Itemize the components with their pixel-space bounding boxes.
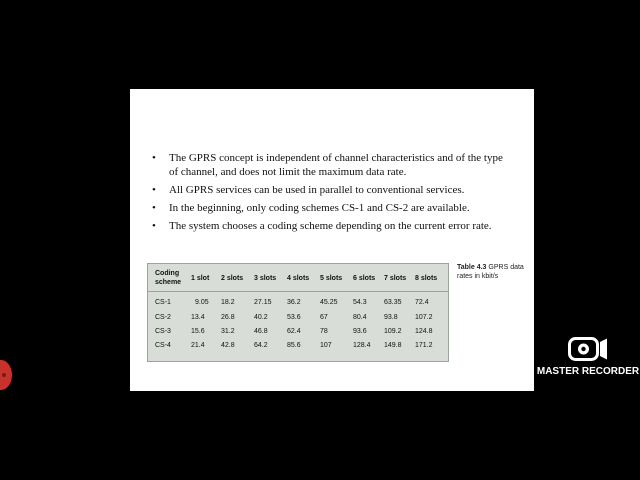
table-cell: 128.4 (353, 342, 371, 349)
table-cell: 171.2 (415, 342, 433, 349)
table-cell: 46.8 (254, 328, 268, 335)
row-label: CS-2 (155, 314, 171, 321)
table-cell: 85.6 (287, 342, 301, 349)
caption-text: GPRS data rates in kbit/s (457, 264, 524, 280)
bullet-text: All GPRS services can be used in parallel to conventional services. (169, 184, 465, 196)
table-cell: 42.8 (221, 342, 235, 349)
table-cell: 31.2 (221, 328, 235, 335)
table-cell: 36.2 (287, 299, 301, 306)
table-cell: 109.2 (384, 328, 402, 335)
table-cell: 63.35 (384, 299, 402, 306)
table-cell: 107 (320, 342, 332, 349)
table-caption (457, 263, 534, 281)
column-header: 8 slots (415, 275, 438, 282)
table-cell: 13.4 (191, 314, 205, 321)
table-cell: 124.8 (415, 328, 433, 335)
table-cell: 93.6 (353, 328, 367, 335)
column-header: 6 slots (353, 275, 376, 282)
column-header: 3 slots (254, 275, 277, 282)
bullet-item (152, 151, 512, 179)
table-cell: 53.6 (287, 314, 301, 321)
row-label: CS-4 (155, 342, 171, 349)
slide (130, 89, 534, 391)
bullet-dot: • (152, 152, 156, 164)
column-header: 7 slots (384, 275, 407, 282)
table-cell: 67 (320, 314, 328, 321)
row-label: CS-1 (155, 299, 171, 306)
table-cell: 78 (320, 328, 328, 335)
table-cell: 80.4 (353, 314, 367, 321)
table-cell: 62.4 (287, 328, 301, 335)
recorder-label: MASTER RECORDER (536, 366, 640, 377)
table-cell: 93.8 (384, 314, 398, 321)
master-recorder-watermark (536, 334, 640, 384)
table-cell: 54.3 (353, 299, 367, 306)
column-header: 4 slots (287, 275, 310, 282)
bullet-item (152, 201, 512, 215)
bullet-item (152, 183, 512, 197)
table-cell: 45.25 (320, 299, 338, 306)
camera-record-icon (568, 336, 608, 362)
column-header: 1 slot (191, 275, 210, 282)
column-header-coding-scheme: Coding scheme (155, 270, 182, 286)
bullet-text: The GPRS concept is independent of channel characteristics and of the type of channel, and does not limit the maximum data rate. (169, 152, 503, 178)
table-cell: 26.8 (221, 314, 235, 321)
table-cell: 18.2 (221, 299, 235, 306)
bullet-dot: • (152, 220, 156, 232)
table-cell: 149.8 (384, 342, 402, 349)
column-header: 5 slots (320, 275, 343, 282)
table-cell: 107.2 (415, 314, 433, 321)
bullet-text: In the beginning, only coding schemes CS-1 and CS-2 are available. (169, 202, 470, 214)
table-cell: 40.2 (254, 314, 268, 321)
bullet-dot: • (152, 202, 156, 214)
table-cell: 64.2 (254, 342, 268, 349)
column-header: 2 slots (221, 275, 244, 282)
table-cell: 15.6 (191, 328, 205, 335)
caption-label: Table 4.3 (457, 264, 487, 271)
bullet-list (152, 151, 512, 237)
bullet-item (152, 219, 512, 233)
table-cell: 72.4 (415, 299, 429, 306)
recording-indicator[interactable] (0, 360, 12, 390)
row-label: CS-3 (155, 328, 171, 335)
table-cell: 27.15 (254, 299, 272, 306)
bullet-dot: • (152, 184, 156, 196)
table-cell: 21.4 (191, 342, 205, 349)
bullet-text: The system chooses a coding scheme depending on the current error rate. (169, 220, 492, 232)
data-rate-table (147, 263, 449, 362)
table-cell: 9.05 (195, 299, 209, 306)
